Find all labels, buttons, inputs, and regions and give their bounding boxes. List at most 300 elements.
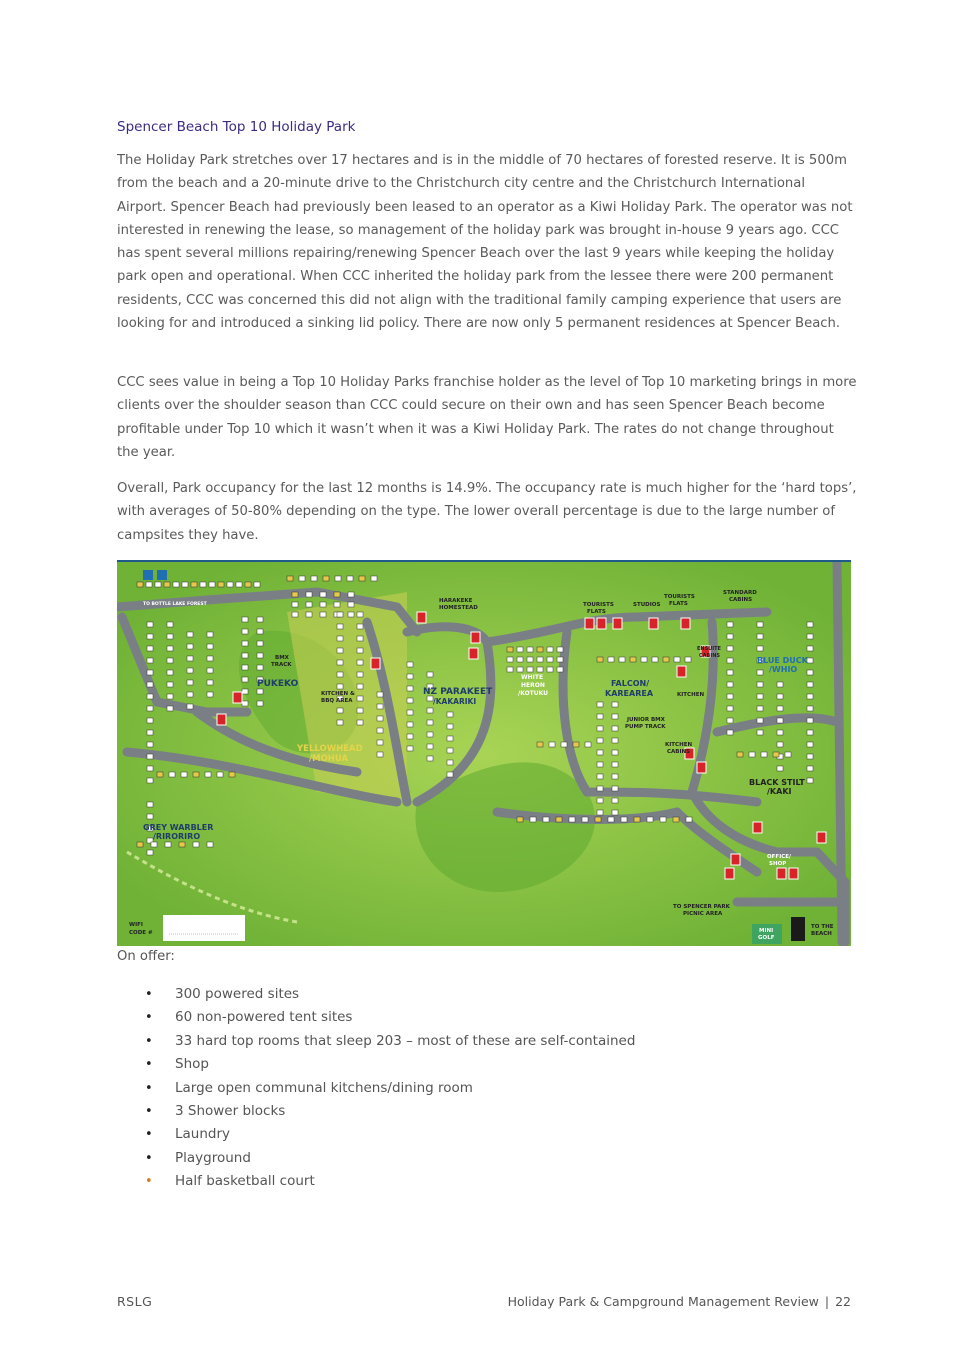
offer-item-text: Large open communal kitchens/dining room	[175, 1079, 473, 1096]
campsite-marker	[187, 704, 193, 709]
campsite-marker	[757, 694, 763, 699]
campsite-marker	[217, 772, 223, 777]
campsite-marker	[173, 582, 179, 587]
campsite-marker	[306, 592, 312, 597]
campsite-marker	[357, 636, 363, 641]
campsite-marker	[207, 842, 213, 847]
campsite-marker	[181, 772, 187, 777]
campsite-marker	[357, 660, 363, 665]
campsite-marker	[686, 817, 692, 822]
campsite-marker	[193, 842, 199, 847]
campsite-marker	[537, 647, 543, 652]
campsite-marker	[242, 665, 248, 670]
campsite-marker	[530, 817, 536, 822]
campsite-marker	[612, 702, 618, 707]
campsite-marker	[179, 842, 185, 847]
label-pukeko: PUKEKO	[257, 679, 299, 689]
campsite-marker	[407, 698, 413, 703]
cabin-unit-icon	[597, 618, 606, 629]
campsite-marker	[254, 582, 260, 587]
campsite-marker	[597, 714, 603, 719]
campsite-marker	[320, 592, 326, 597]
label-office-1: OFFICE/	[767, 854, 792, 860]
label-black-stilt-1: BLACK STILT	[749, 778, 805, 787]
campsite-marker	[187, 644, 193, 649]
cabin-unit-icon	[649, 618, 658, 629]
campsite-marker	[242, 677, 248, 682]
campsite-marker	[187, 668, 193, 673]
paragraph-occupancy: Overall, Park occupancy for the last 12 months is 14.9%. The occupancy rate is much higher for the ‘hard tops’, with averages of 50-80% depending on the type. The lower overall percentage is due to the large number of campsites they have.	[117, 481, 857, 543]
campsite-marker	[287, 576, 293, 581]
campsite-marker	[612, 798, 618, 803]
campsite-marker	[137, 842, 143, 847]
campsite-marker	[218, 582, 224, 587]
campsite-marker	[407, 710, 413, 715]
campsite-marker	[807, 634, 813, 639]
campsite-marker	[167, 670, 173, 675]
campsite-marker	[337, 648, 343, 653]
campsite-marker	[147, 658, 153, 663]
label-wifi-1: WIFI	[129, 922, 143, 928]
campsite-marker	[777, 682, 783, 687]
campsite-marker	[207, 656, 213, 661]
campsite-marker	[311, 576, 317, 581]
campsite-marker	[557, 657, 563, 662]
campsite-marker	[597, 738, 603, 743]
footer-org: RSLG	[117, 1294, 153, 1309]
campsite-marker	[357, 696, 363, 701]
campsite-marker	[652, 657, 658, 662]
campsite-marker	[242, 641, 248, 646]
label-yellowhead-2: /MOHUA	[309, 754, 349, 764]
toilet-icon	[157, 570, 167, 580]
offer-item	[140, 1123, 635, 1146]
campsite-marker	[147, 814, 153, 819]
campsite-marker	[427, 744, 433, 749]
campsite-marker	[257, 701, 263, 706]
campsite-marker	[597, 726, 603, 731]
campsite-marker	[597, 786, 603, 791]
campsite-marker	[377, 728, 383, 733]
campsite-marker	[147, 682, 153, 687]
offer-item-text: Laundry	[175, 1126, 231, 1143]
label-studios: STUDIOS	[633, 602, 661, 608]
campsite-marker	[157, 772, 163, 777]
campsite-marker	[597, 798, 603, 803]
campsite-marker	[597, 702, 603, 707]
campsite-marker	[634, 817, 640, 822]
campsite-marker	[673, 817, 679, 822]
campsite-marker	[612, 786, 618, 791]
campsite-marker	[147, 766, 153, 771]
on-offer-label: On offer:	[117, 949, 175, 964]
bullet-icon: •	[145, 1174, 153, 1190]
label-tourist-flats-1a: TOURISTS	[583, 602, 614, 608]
label-tourist-flats-1b: FLATS	[587, 609, 606, 615]
campsite-marker	[357, 720, 363, 725]
campsite-marker	[807, 718, 813, 723]
campsite-marker	[807, 658, 813, 663]
campsite-marker	[209, 582, 215, 587]
label-mini-golf-2: GOLF	[758, 935, 775, 941]
campsite-marker	[167, 658, 173, 663]
offer-item	[140, 1147, 635, 1170]
offer-item	[140, 1030, 635, 1053]
label-harakeke-1: HARAKEKE	[439, 598, 473, 604]
campsite-marker	[337, 720, 343, 725]
campsite-marker	[427, 732, 433, 737]
campsite-marker	[257, 689, 263, 694]
offer-item-text: Playground	[175, 1149, 251, 1166]
campsite-marker	[807, 646, 813, 651]
campsite-marker	[236, 582, 242, 587]
campsite-marker	[582, 817, 588, 822]
campsite-marker	[227, 582, 233, 587]
campsite-marker	[147, 850, 153, 855]
campsite-marker	[147, 706, 153, 711]
campsite-marker	[527, 647, 533, 652]
paragraph-franchise: CCC sees value in being a Top 10 Holiday Parks franchise holder as the level of Top 10 marketing brings in more clients over the shoulder season than CCC could secure on their own and has seen Spencer Beach become profitable under Top 10 which it wasn’t when it was a Kiwi Holiday Park. The rates do not change throughout the year.	[117, 375, 857, 460]
label-kitchen-bbq-2: BBQ AREA	[321, 698, 353, 704]
campsite-marker	[337, 684, 343, 689]
campsite-marker	[147, 634, 153, 639]
campsite-marker	[164, 582, 170, 587]
campsite-marker	[147, 670, 153, 675]
campsite-marker	[320, 602, 326, 607]
campsite-marker	[147, 730, 153, 735]
offer-item	[140, 1100, 635, 1123]
mini-golf-area	[752, 924, 782, 944]
campsite-marker	[777, 706, 783, 711]
offer-item	[140, 1170, 635, 1193]
campsite-marker	[727, 670, 733, 675]
campsite-marker	[427, 672, 433, 677]
campsite-marker	[727, 634, 733, 639]
campsite-marker	[147, 778, 153, 783]
campsite-marker	[348, 602, 354, 607]
campsite-marker	[727, 622, 733, 627]
label-blue-duck-2: /WHIO	[769, 665, 798, 674]
campsite-marker	[147, 646, 153, 651]
campsite-marker	[207, 644, 213, 649]
campsite-marker	[377, 704, 383, 709]
label-kitchen-cabins-2: CABINS	[667, 749, 691, 755]
campsite-marker	[427, 708, 433, 713]
campsite-marker	[612, 714, 618, 719]
campsite-marker	[773, 752, 779, 757]
campsite-marker	[337, 624, 343, 629]
offer-item-text: Half basketball court	[175, 1173, 315, 1190]
campsite-marker	[757, 706, 763, 711]
label-bmx-2: TRACK	[271, 662, 292, 668]
campsite-marker	[147, 742, 153, 747]
campsite-marker	[527, 667, 533, 672]
holiday-park-map	[117, 560, 851, 946]
campsite-marker	[597, 774, 603, 779]
campsite-marker	[674, 657, 680, 662]
campsite-marker	[757, 634, 763, 639]
campsite-marker	[187, 632, 193, 637]
campsite-marker	[447, 748, 453, 753]
label-white-heron-2: HERON	[521, 682, 545, 689]
campsite-marker	[807, 730, 813, 735]
campsite-marker	[371, 576, 377, 581]
bullet-icon: •	[145, 1057, 153, 1073]
campsite-marker	[377, 692, 383, 697]
campsite-marker	[242, 701, 248, 706]
wifi-code-box	[163, 915, 245, 941]
campsite-marker	[597, 750, 603, 755]
campsite-marker	[757, 622, 763, 627]
label-bottle-lake: TO BOTTLE LAKE FOREST	[143, 602, 207, 607]
paragraph-overview: The Holiday Park stretches over 17 hectares and is in the middle of 70 hectares of forested reserve. It is 500m from the beach and a 20-minute drive to the Christchurch city centre and the Christchurch International Airport. Spencer Beach had previously been leased to an operator as a Kiwi Holiday Park. The operator was not interested in renewing the lease, so management of the holiday park was brought in-house 9 years ago. CCC has spent several millions repairing/renewing Spencer Beach over the last 9 years while keeping the holiday park open and operational. When CCC inherited the holiday park from the lessee there were 200 permanent residents, CCC was concerned this did not align with the traditional family camping experience that users are looking for and introduced a sinking lid policy. There are now only 5 permanent residences at Spencer Beach.	[117, 153, 853, 332]
campsite-marker	[537, 667, 543, 672]
campsite-marker	[357, 648, 363, 653]
bullet-icon: •	[145, 987, 153, 1002]
campsite-marker	[407, 722, 413, 727]
campsite-marker	[517, 817, 523, 822]
cabin-unit-icon	[731, 854, 740, 865]
label-junior-bmx-2: PUMP TRACK	[625, 724, 666, 730]
campsite-marker	[306, 612, 312, 617]
campsite-marker	[187, 656, 193, 661]
campsite-marker	[207, 680, 213, 685]
label-junior-bmx-1: JUNIOR BMX	[627, 717, 665, 723]
cabin-unit-icon	[371, 658, 380, 669]
campsite-marker	[191, 582, 197, 587]
campsite-marker	[727, 730, 733, 735]
campsite-marker	[777, 766, 783, 771]
offer-item-text: 33 hard top rooms that sleep 203 – most of these are self-contained	[175, 1032, 636, 1049]
campsite-marker	[807, 742, 813, 747]
campsite-marker	[407, 674, 413, 679]
cabin-unit-icon	[233, 692, 242, 703]
campsite-marker	[167, 646, 173, 651]
campsite-marker	[785, 752, 791, 757]
offer-item-text: 300 powered sites	[175, 986, 300, 1002]
campsite-marker	[807, 694, 813, 699]
campsite-marker	[337, 708, 343, 713]
label-kitchen-cabins-1: KITCHEN	[665, 742, 693, 748]
label-white-heron-3: /KOTUKU	[518, 690, 549, 697]
campsite-marker	[612, 774, 618, 779]
campsite-marker	[334, 602, 340, 607]
campsite-marker	[151, 842, 157, 847]
offer-item	[140, 1053, 635, 1076]
campsite-marker	[407, 746, 413, 751]
campsite-marker	[200, 582, 206, 587]
bullet-icon: •	[145, 1010, 153, 1026]
campsite-marker	[727, 694, 733, 699]
label-bmx-1: BMX	[275, 655, 289, 661]
campsite-marker	[147, 754, 153, 759]
campsite-marker	[447, 772, 453, 777]
bullet-icon: •	[145, 1150, 153, 1166]
campsite-marker	[608, 817, 614, 822]
label-wifi-2: CODE #	[129, 930, 153, 936]
label-picnic-1: TO SPENCER PARK	[673, 904, 730, 910]
label-ensuite-2: CABINS	[699, 653, 720, 659]
campsite-marker	[306, 602, 312, 607]
cabin-unit-icon	[217, 714, 226, 725]
campsite-marker	[612, 810, 618, 815]
label-ensuite-1: ENSUITE	[697, 646, 721, 652]
campsite-marker	[807, 778, 813, 783]
campsite-marker	[777, 694, 783, 699]
campsite-marker	[777, 718, 783, 723]
campsite-marker	[147, 694, 153, 699]
campsite-marker	[543, 817, 549, 822]
campsite-marker	[229, 772, 235, 777]
campsite-marker	[147, 802, 153, 807]
campsite-marker	[337, 660, 343, 665]
section-heading: Spencer Beach Top 10 Holiday Park	[117, 119, 356, 135]
campsite-marker	[147, 718, 153, 723]
campsite-marker	[597, 657, 603, 662]
campsite-marker	[167, 634, 173, 639]
campsite-marker	[427, 756, 433, 761]
campsite-marker	[257, 665, 263, 670]
label-kitchen-bbq-1: KITCHEN &	[321, 691, 355, 697]
campsite-marker	[427, 720, 433, 725]
offer-item-text: 60 non-powered tent sites	[175, 1009, 353, 1026]
label-grey-warbler-2: /RIRORIRO	[153, 832, 201, 841]
campsite-marker	[630, 657, 636, 662]
campsite-marker	[165, 842, 171, 847]
campsite-marker	[137, 582, 143, 587]
campsite-marker	[807, 706, 813, 711]
campsite-marker	[447, 760, 453, 765]
campsite-marker	[597, 762, 603, 767]
campsite-marker	[447, 736, 453, 741]
campsite-marker	[641, 657, 647, 662]
campsite-marker	[242, 617, 248, 622]
campsite-marker	[621, 817, 627, 822]
campsite-marker	[561, 742, 567, 747]
campsite-marker	[573, 742, 579, 747]
campsite-marker	[347, 576, 353, 581]
campsite-marker	[320, 612, 326, 617]
campsite-marker	[292, 612, 298, 617]
campsite-marker	[727, 718, 733, 723]
campsite-marker	[807, 682, 813, 687]
label-nz-parakeet-1: NZ PARAKEET	[423, 687, 493, 697]
campsite-marker	[537, 657, 543, 662]
campsite-marker	[517, 667, 523, 672]
campsite-marker	[187, 692, 193, 697]
label-standard-cabins-2: CABINS	[729, 597, 753, 603]
campsite-marker	[193, 772, 199, 777]
campsite-marker	[359, 576, 365, 581]
bullet-icon: •	[145, 1103, 153, 1119]
cabin-unit-icon	[417, 612, 426, 623]
cabin-unit-icon	[471, 632, 480, 643]
campsite-marker	[447, 712, 453, 717]
cabin-unit-icon	[753, 822, 762, 833]
campsite-marker	[377, 740, 383, 745]
page-number: 22	[835, 1294, 851, 1309]
campsite-marker	[569, 817, 575, 822]
cabin-unit-icon	[681, 618, 690, 629]
offer-item	[140, 1077, 635, 1100]
campsite-marker	[807, 766, 813, 771]
campsite-marker	[245, 582, 251, 587]
campsite-marker	[647, 817, 653, 822]
campsite-marker	[660, 817, 666, 822]
campsite-marker	[207, 692, 213, 697]
campsite-marker	[527, 657, 533, 662]
campsite-marker	[257, 629, 263, 634]
footer-separator: |	[824, 1294, 830, 1309]
campsite-marker	[167, 682, 173, 687]
campsite-marker	[619, 657, 625, 662]
campsite-marker	[207, 632, 213, 637]
cabin-unit-icon	[777, 868, 786, 879]
campsite-marker	[556, 817, 562, 822]
campsite-marker	[167, 622, 173, 627]
label-to-beach-2: BEACH	[811, 931, 832, 937]
campsite-marker	[407, 734, 413, 739]
campsite-marker	[507, 647, 513, 652]
campsite-marker	[146, 582, 152, 587]
campsite-marker	[517, 647, 523, 652]
label-standard-cabins-1: STANDARD	[723, 590, 757, 596]
campsite-marker	[761, 752, 767, 757]
campsite-marker	[757, 646, 763, 651]
campsite-marker	[507, 667, 513, 672]
campsite-marker	[337, 672, 343, 677]
campsite-marker	[357, 612, 363, 617]
offer-list	[140, 983, 635, 1194]
campsite-marker	[727, 658, 733, 663]
campsite-marker	[517, 657, 523, 662]
label-tourist-flats-2a: TOURISTS	[664, 594, 695, 600]
label-falcon-2: KAREAREA	[605, 689, 654, 698]
campsite-marker	[337, 636, 343, 641]
label-mini-golf-1: MINI	[759, 928, 774, 934]
campsite-marker	[257, 641, 263, 646]
campsite-marker	[612, 750, 618, 755]
campsite-marker	[595, 817, 601, 822]
campsite-marker	[507, 657, 513, 662]
campsite-marker	[348, 612, 354, 617]
campsite-marker	[407, 662, 413, 667]
campsite-marker	[749, 752, 755, 757]
campsite-marker	[357, 672, 363, 677]
campsite-marker	[257, 617, 263, 622]
campsite-marker	[777, 742, 783, 747]
label-falcon-1: FALCON/	[611, 679, 650, 688]
cabin-unit-icon	[469, 648, 478, 659]
beach-building	[791, 917, 805, 941]
accessible-icon	[143, 570, 153, 580]
campsite-marker	[242, 653, 248, 658]
campsite-marker	[357, 684, 363, 689]
campsite-marker	[549, 742, 555, 747]
campsite-marker	[257, 653, 263, 658]
campsite-marker	[757, 682, 763, 687]
campsite-marker	[608, 657, 614, 662]
campsite-marker	[612, 738, 618, 743]
campsite-marker	[299, 576, 305, 581]
campsite-marker	[557, 667, 563, 672]
bullet-icon: •	[145, 1127, 153, 1143]
cabin-unit-icon	[613, 618, 622, 629]
label-nz-parakeet-2: /KAKARIKI	[433, 697, 477, 706]
campsite-marker	[334, 592, 340, 597]
campsite-marker	[777, 730, 783, 735]
cabin-unit-icon	[789, 868, 798, 879]
